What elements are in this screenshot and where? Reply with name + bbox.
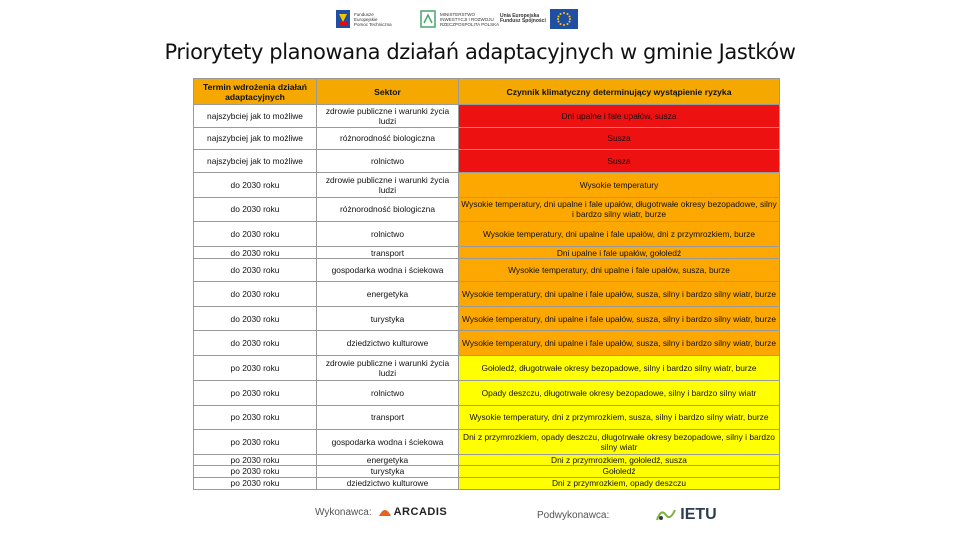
cell-sector: rolnictwo xyxy=(317,222,459,247)
cell-sector: gospodarka wodna i ściekowa xyxy=(317,430,459,455)
cell-sector: dziedzictwo kulturowe xyxy=(317,331,459,356)
cell-term: do 2030 roku xyxy=(194,306,317,331)
arcadis-logo xyxy=(378,506,448,518)
cell-factor: Wysokie temperatury, dni upalne i fale upałów, długotrwałe okresy bezopadowe, silny i bardzo silny wiatr, burze xyxy=(459,197,780,222)
cell-factor: Susza xyxy=(459,127,780,150)
cell-term: po 2030 roku xyxy=(194,405,317,430)
table-header-row xyxy=(194,79,780,105)
ietu-logo-text: IETU xyxy=(680,506,717,523)
table-row xyxy=(194,197,780,222)
cell-sector: dziedzictwo kulturowe xyxy=(317,477,459,489)
eu-flag-icon xyxy=(550,9,578,29)
ministry-logo xyxy=(420,8,499,30)
cell-factor: Opady deszczu, długotrwałe okresy bezopadowe, silny i bardzo silny wiatr xyxy=(459,380,780,405)
table-row xyxy=(194,466,780,477)
cell-term: po 2030 roku xyxy=(194,454,317,465)
header-term: Termin wdrożenia działań adaptacyjnych xyxy=(194,79,317,105)
cell-factor: Gołoledź xyxy=(459,466,780,477)
page-title: Priorytety planowana działań adaptacyjnych w gminie Jastków xyxy=(164,40,796,64)
cell-sector: energetyka xyxy=(317,282,459,307)
cell-factor: Wysokie temperatury, dni upalne i fale upałów, susza, silny i bardzo silny wiatr, burze xyxy=(459,282,780,307)
table-row xyxy=(194,380,780,405)
table-row xyxy=(194,454,780,465)
cell-sector: zdrowie publiczne i warunki życia ludzi xyxy=(317,105,459,128)
cell-sector: turystyka xyxy=(317,466,459,477)
table-row xyxy=(194,477,780,489)
cell-sector: zdrowie publiczne i warunki życia ludzi xyxy=(317,172,459,197)
cell-factor: Gołoledź, długotrwałe okresy bezopadowe, silny i bardzo silny wiatr, burze xyxy=(459,356,780,381)
priority-table xyxy=(193,78,779,490)
footer xyxy=(0,503,960,527)
arcadis-emblem-icon xyxy=(378,507,392,517)
table-row xyxy=(194,105,780,128)
cell-term: do 2030 roku xyxy=(194,172,317,197)
cell-term: do 2030 roku xyxy=(194,222,317,247)
table-row xyxy=(194,282,780,307)
cell-sector: rolnictwo xyxy=(317,380,459,405)
table-row xyxy=(194,222,780,247)
cell-term: najszybciej jak to możliwe xyxy=(194,150,317,173)
ministry-emblem-icon xyxy=(420,10,436,28)
table-row xyxy=(194,430,780,455)
cell-sector: rolnictwo xyxy=(317,150,459,173)
cell-term: najszybciej jak to możliwe xyxy=(194,105,317,128)
cell-term: po 2030 roku xyxy=(194,477,317,489)
cell-sector: gospodarka wodna i ściekowa xyxy=(317,259,459,282)
ietu-logo xyxy=(655,506,716,524)
cell-term: do 2030 roku xyxy=(194,197,317,222)
cell-term: po 2030 roku xyxy=(194,430,317,455)
cell-factor: Wysokie temperatury, dni upalne i fale upałów, susza, silny i bardzo silny wiatr, burze xyxy=(459,331,780,356)
cell-sector: różnorodność biologiczna xyxy=(317,127,459,150)
header-factor: Czynnik klimatyczny determinujący wystąpienie ryzyka xyxy=(459,79,780,105)
cell-term: do 2030 roku xyxy=(194,247,317,259)
eu-logo xyxy=(500,8,578,30)
table-row xyxy=(194,356,780,381)
table-row xyxy=(194,127,780,150)
cell-term: po 2030 roku xyxy=(194,466,317,477)
contractor-label: Wykonawca: xyxy=(315,506,372,518)
cell-term: do 2030 roku xyxy=(194,331,317,356)
subcontractor-label: Podwykonawca: xyxy=(537,509,610,521)
cell-term: po 2030 roku xyxy=(194,380,317,405)
cell-factor: Dni upalne i fale upałów, susza xyxy=(459,105,780,128)
cell-term: do 2030 roku xyxy=(194,259,317,282)
table-row xyxy=(194,306,780,331)
cell-factor: Wysokie temperatury, dni upalne i fale upałów, susza, burze xyxy=(459,259,780,282)
cell-sector: energetyka xyxy=(317,454,459,465)
cell-factor: Wysokie temperatury, dni upalne i fale upałów, susza, silny i bardzo silny wiatr, burze xyxy=(459,306,780,331)
cell-factor: Dni z przymrozkiem, gołoledź, susza xyxy=(459,454,780,465)
cell-sector: transport xyxy=(317,405,459,430)
cell-term: do 2030 roku xyxy=(194,282,317,307)
cell-sector: transport xyxy=(317,247,459,259)
eu-logo-text: Unia Europejska Fundusz Spójności xyxy=(500,13,546,24)
cell-term: po 2030 roku xyxy=(194,356,317,381)
cell-factor: Dni z przymrozkiem, opady deszczu, długotrwałe okresy bezopadowe, silny i bardzo silny wiatr xyxy=(459,430,780,455)
table-row xyxy=(194,172,780,197)
cell-sector: różnorodność biologiczna xyxy=(317,197,459,222)
cell-factor: Dni upalne i fale upałów, gołoledź xyxy=(459,247,780,259)
table-row xyxy=(194,259,780,282)
funds-logo xyxy=(336,8,392,30)
cell-factor: Wysokie temperatury, dni upalne i fale upałów, dni z przymrozkiem, burze xyxy=(459,222,780,247)
cell-factor: Wysokie temperatury xyxy=(459,172,780,197)
table-row xyxy=(194,405,780,430)
logo-strip xyxy=(0,8,960,32)
ietu-emblem-icon xyxy=(655,506,677,524)
arcadis-logo-text: ARCADIS xyxy=(393,506,448,518)
ministry-logo-text: MINISTERSTWO INWESTYCJI I ROZWOJU RZECZPOSPOLITA POLSKA xyxy=(440,11,500,27)
cell-factor: Wysokie temperatury, dni z przymrozkiem, susza, silny i bardzo silny wiatr, burze xyxy=(459,405,780,430)
cell-term: najszybciej jak to możliwe xyxy=(194,127,317,150)
cell-factor: Dni z przymrozkiem, opady deszczu xyxy=(459,477,780,489)
header-sector: Sektor xyxy=(317,79,459,105)
cell-sector: turystyka xyxy=(317,306,459,331)
table-row xyxy=(194,247,780,259)
table-row xyxy=(194,331,780,356)
funds-logo-text: Fundusze Europejskie Pomoc Techniczna xyxy=(354,11,392,27)
funds-emblem-icon xyxy=(336,10,350,28)
table-row xyxy=(194,150,780,173)
cell-factor: Susza xyxy=(459,150,780,173)
cell-sector: zdrowie publiczne i warunki życia ludzi xyxy=(317,356,459,381)
